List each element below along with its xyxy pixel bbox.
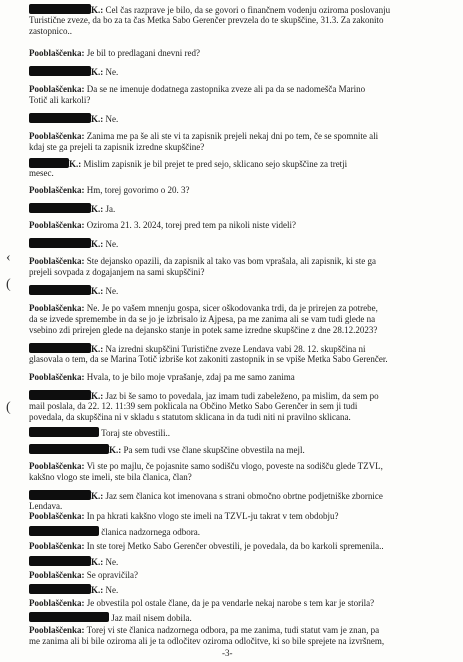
text-line (29, 238, 118, 250)
speaker-label: Pooblaščenka: (29, 220, 85, 230)
line-text: Ne. (103, 114, 119, 124)
text-line (29, 401, 357, 412)
text-line (29, 314, 375, 325)
line-text: Ne. (103, 557, 119, 567)
text-line (29, 203, 115, 215)
speaker-label: K.: (109, 445, 122, 455)
line-text: mail poslala, da 22. 12. 11:39 sem poklicala na Občino Metko Sabo Gerenčer in sem ji tudi (29, 401, 358, 411)
text-line (29, 26, 72, 37)
speaker-label: Pooblaščenka: (29, 84, 85, 94)
redaction-bar (29, 526, 99, 536)
line-text: Ste dejansko opazili, da zapisnik al tako vas bom vprašala, ali zapisnik, ki ste ga (84, 256, 376, 266)
line-text: In pa hkrati kakšno vlogo ste imeli na TZVL-ju takrat v tem obdobju? (84, 511, 339, 521)
text-line (29, 412, 351, 423)
line-text: povedala, da skupščina ni v skladu s statutom sklicana in da tudi niti ni pravilno sklicana. (29, 412, 351, 422)
line-text: Ne. Je po vašem mnenju gospa, sicer oškodovanka trdi, da je prirejen za potrebe, (84, 303, 378, 313)
redaction-bar (29, 285, 91, 295)
text-line (29, 490, 383, 502)
line-text: kdaj ste ga prejeli ta zapisnik izredne skupščine? (29, 142, 205, 152)
text-line (29, 427, 170, 439)
text-line (29, 285, 118, 297)
text-line (29, 168, 54, 179)
text-line (29, 84, 365, 95)
line-text: Ne. (103, 67, 119, 77)
text-line (29, 472, 192, 483)
line-text: Cel čas razprave je bilo, da se govori o finančnem vodenju oziroma poslovanju (103, 5, 391, 15)
page-number: -3- (222, 648, 233, 658)
speaker-label: K.: (91, 344, 104, 354)
text-line (29, 267, 204, 278)
line-text: prejeli sovpada z dogajanjem na sami skupščini? (29, 267, 205, 277)
line-text: Se opravičila? (84, 570, 138, 580)
speaker-label: Pooblaščenka: (29, 598, 85, 608)
text-line (29, 598, 374, 609)
speaker-label: K.: (91, 5, 104, 15)
line-text: Hvala, to je bilo moje vprašanje, zdaj pa me samo zanima (84, 372, 295, 382)
line-text: glasovala o tem, da se Marina Totič izbriše kot zakoniti zastopnik in se vpiše Metka Sabo Gerenčer. (29, 354, 388, 364)
line-text: Pa sem tudi vse člane skupščine obvestila na mejl. (121, 445, 305, 455)
redaction-bar (29, 343, 91, 353)
redaction-bar (29, 66, 91, 76)
speaker-label: Pooblaščenka: (29, 511, 85, 521)
redaction-bar (29, 584, 91, 594)
text-line (29, 444, 305, 456)
redaction-bar (29, 203, 91, 213)
line-text: me zanima ali bi bile oziroma ali je ta odločitev oziroma odločitve, ki so bile sprejete na izvršnem, (29, 636, 385, 646)
line-text: Totič ali karkoli? (29, 95, 91, 105)
speaker-label: Pooblaščenka: (29, 48, 85, 58)
line-text: Ne. (103, 239, 119, 249)
text-line (29, 526, 200, 538)
line-text: Ne. (103, 286, 119, 296)
redaction-bar (29, 4, 91, 14)
speaker-label: K.: (69, 159, 82, 169)
line-text: Ne. (103, 585, 119, 595)
speaker-label: K.: (91, 557, 104, 567)
speaker-label: K.: (91, 286, 104, 296)
speaker-label: Pooblaščenka: (29, 131, 85, 141)
text-line (29, 95, 90, 106)
text-line (29, 354, 388, 365)
line-text: Torej vi ste članica nadzornega odbora, pa me zanima, tudi statut vam je znan, pa (84, 625, 380, 635)
redaction-bar (29, 556, 91, 566)
speaker-label: K.: (91, 239, 104, 249)
speaker-label: Pooblaščenka: (29, 625, 85, 635)
line-text: Jaz bi še samo to povedala, jaz imam tudi zabeleženo, pa mislim, da sem po (103, 391, 379, 401)
redaction-bar (29, 158, 69, 168)
margin-pen-mark: ‹ (6, 250, 11, 265)
line-text: Je obvestila pol ostale člane, da je pa vendarle nekaj narobe s tem kar je storila? (84, 598, 375, 608)
line-text: Da se ne imenuje dodatnega zastopnika zveze ali pa da se nadomešča Marino (84, 84, 366, 94)
speaker-label: K.: (91, 491, 104, 501)
redaction-bar (29, 427, 99, 437)
text-line (29, 113, 118, 125)
speaker-label: Pooblaščenka: (29, 541, 85, 551)
text-line (29, 556, 118, 568)
line-text: Vi ste po majlu, če pojasnite samo sodišču vlogo, poveste na sodišču glede TZVL, (84, 461, 383, 471)
line-text: zastopnico.. (29, 26, 72, 36)
text-line (29, 15, 384, 26)
line-text: Lendava. (29, 501, 63, 511)
text-line (29, 48, 200, 59)
text-line (29, 256, 376, 267)
redaction-bar (29, 612, 109, 622)
margin-pen-mark: ( (6, 277, 11, 292)
speaker-label: Pooblaščenka: (29, 256, 85, 266)
line-text: Toraj ste obvestili.. (99, 428, 170, 438)
line-text: Jaz mail nisem dobila. (109, 613, 192, 623)
speaker-label: K.: (91, 204, 104, 214)
redaction-bar (29, 390, 91, 400)
speaker-label: Pooblaščenka: (29, 461, 85, 471)
text-line (29, 158, 347, 170)
line-text: da se izvede spremembe in da se jo je izbrisalo iz Ajpesa, pa me zanima ali se vam tudi glede na (29, 314, 376, 324)
speaker-label: K.: (91, 114, 104, 124)
redaction-bar (29, 490, 91, 500)
text-line (29, 372, 295, 383)
text-line (29, 325, 377, 336)
line-text: Na izredni skupščini Turistične zveze Lendava vabi 28. 12. skupščina ni (103, 344, 366, 354)
line-text: kakšno vlogo ste imeli, ste bila članica, član? (29, 472, 192, 482)
line-text: Je bil to predlagani dnevni red? (84, 48, 200, 58)
text-line (29, 541, 384, 552)
speaker-label: Pooblaščenka: (29, 303, 85, 313)
text-line (29, 461, 383, 472)
margin-pen-mark: ( (6, 400, 11, 415)
line-text: Oziroma 21. 3. 2024, torej pred tem pa nikoli niste videli? (84, 220, 296, 230)
line-text: Jaz sem članica kot imenovana s strani območno obrtne podjetniške zbornice (103, 491, 383, 501)
redaction-bar (29, 238, 91, 248)
line-text: vsebino zdi prirejen glede na dejansko stanje in potek same izredne skupščine z dne 28.12.2023? (29, 325, 378, 335)
text-line (29, 570, 138, 581)
text-line (29, 220, 296, 231)
speaker-label: K.: (91, 585, 104, 595)
text-line (29, 511, 339, 522)
speaker-label: Pooblaščenka: (29, 372, 85, 382)
redaction-bar (29, 113, 91, 123)
line-text: Turistične zveze, da bo za ta čas Metka Sabo Gerenčer prevzela do te skupščine, 31.3. Za zakonito (29, 15, 384, 25)
text-line (29, 636, 384, 647)
speaker-label: Pooblaščenka: (29, 570, 85, 580)
text-line (29, 625, 379, 636)
text-line (29, 612, 192, 624)
speaker-label: K.: (91, 391, 104, 401)
redaction-bar (29, 444, 109, 454)
line-text: Mislim zapisnik je bil prejet te pred sejo, sklicano sejo skupščine za tretji (81, 159, 348, 169)
text-line (29, 66, 118, 78)
line-text: mesec. (29, 168, 54, 178)
speaker-label: Pooblaščenka: (29, 185, 85, 195)
text-line (29, 142, 204, 153)
text-line (29, 185, 190, 196)
line-text: Hm, torej govorimo o 20. 3? (84, 185, 190, 195)
line-text: In ste torej Metko Sabo Gerenčer obvestili, je povedala, da bo karkoli spremenila.. (84, 541, 384, 551)
line-text: Zanima me pa še ali ste vi ta zapisnik prejeli nekaj dni po tem, če se spomnite ali (84, 131, 379, 141)
line-text: Ja. (103, 204, 116, 214)
text-line (29, 303, 378, 314)
text-line (29, 131, 378, 142)
text-line (29, 584, 118, 596)
speaker-label: K.: (91, 67, 104, 77)
line-text: članica nadzornega odbora. (99, 527, 200, 537)
